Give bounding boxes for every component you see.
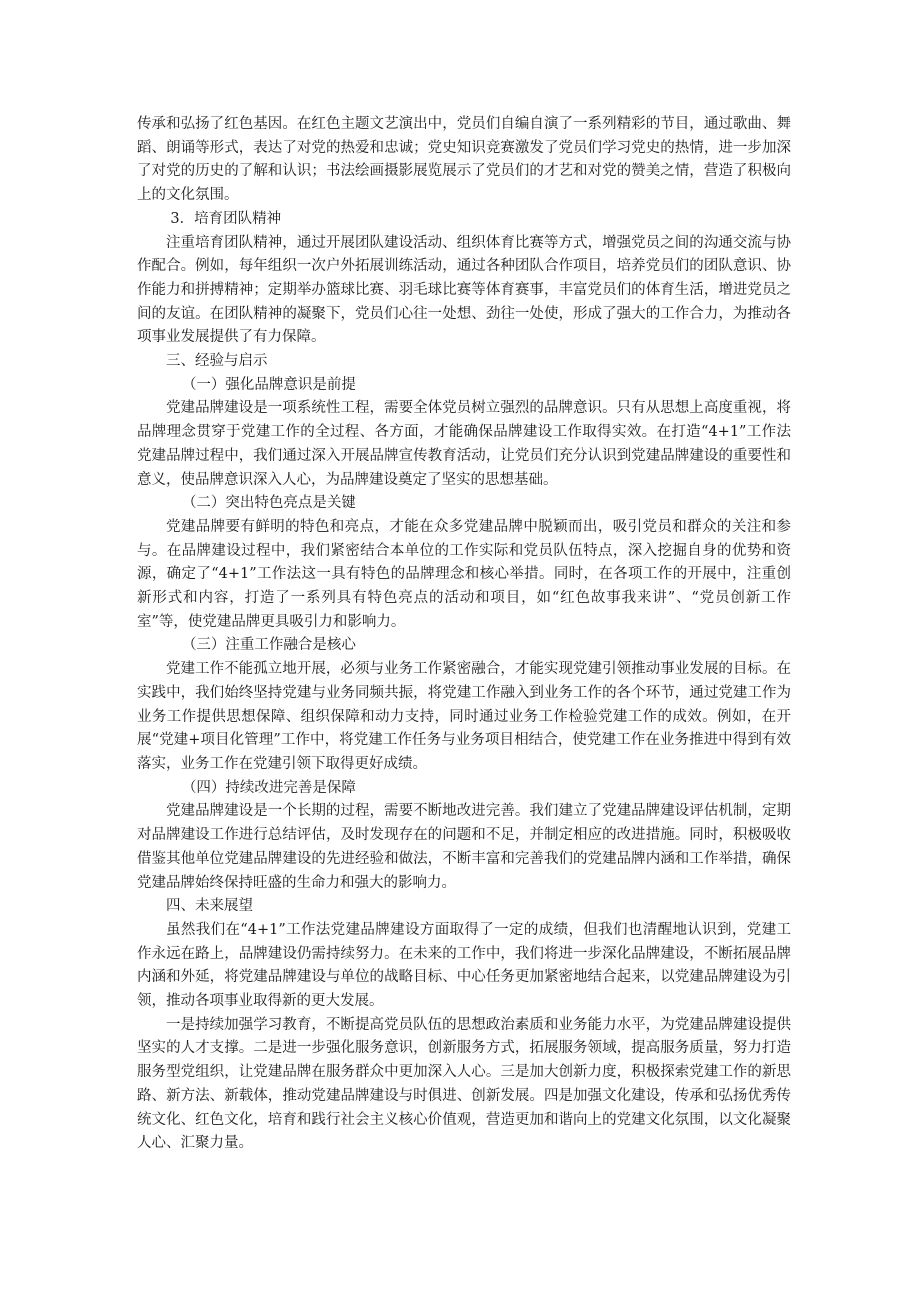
heading-team-spirit: 3．培育团队精神: [170, 210, 282, 227]
paragraph-team-spirit: 注重培育团队精神，通过开展团队建设活动、组织体育比赛等方式，增强党员之间的沟通交流与协作配合。例如，每年组织一次户外拓展训练活动，通过各种团队合作项目，培养党员们的团队意识、协作能力和拼搏精神；定期举办篮球比赛、羽毛球比赛等体育赛事，丰富党员们的体育生活，增进党员之间的友谊。在团队精神的凝聚下，党员们心往一处想、劲往一处使，形成了强大的工作合力，为推动各项事业发展提供了有力保障。: [137, 234, 791, 346]
subheading-improvement: （四）持续改进完善是保障: [181, 779, 356, 796]
paragraph-improvement: 党建品牌建设是一个长期的过程，需要不断地改进完善。我们建立了党建品牌建设评估机制，定期对品牌建设工作进行总结评估，及时发现存在的问题和不足，并制定相应的改进措施。同时，积极吸收借鉴其他单位党建品牌建设的先进经验和做法，不断丰富和完善我们的党建品牌内涵和工作举措，确保党建品牌始终保持旺盛的生命力和强大的影响力。: [137, 803, 791, 891]
paragraph-highlights: 党建品牌要有鲜明的特色和亮点，才能在众多党建品牌中脱颖而出，吸引党员和群众的关注和参与。在品牌建设过程中，我们紧密结合本单位的工作实际和党员队伍特点，深入挖掘自身的优势和资源，确定了“4+1”工作法这一具有特色的品牌理念和核心举措。同时，在各项工作的开展中，注重创新形式和内容，打造了一系列具有特色亮点的活动和项目，如“红色故事我来讲”、“党员创新工作室”等，使党建品牌更具吸引力和影响力。: [137, 518, 791, 630]
subheading-brand-awareness: （一）强化品牌意识是前提: [181, 376, 356, 393]
paragraph-red-culture-continued: 传承和弘扬了红色基因。在红色主题文艺演出中，党员们自编自演了一系列精彩的节目，通过歌曲、舞蹈、朗诵等形式，表达了对党的热爱和忠诚；党史知识竞赛激发了党员们学习党史的热情，进一步加深了对党的历史的了解和认识；书法绘画摄影展览展示了党员们的才艺和对党的赞美之情，营造了积极向上的文化氛围。: [137, 116, 791, 204]
paragraph-integration: 党建工作不能孤立地开展，必须与业务工作紧密融合，才能实现党建引领推动事业发展的目标。在实践中，我们始终坚持党建与业务同频共振，将党建工作融入到业务工作的各个环节，通过党建工作为业务工作提供思想保障、组织保障和动力支持，同时通过业务工作检验党建工作的成效。例如，在开展“党建+项目化管理”工作中，将党建工作任务与业务项目相结合，使党建工作在业务推进中得到有效落实，业务工作在党建引领下取得更好成绩。: [137, 661, 791, 772]
document-page: [137, 113, 791, 1156]
subheading-integration: （三）注重工作融合是核心: [181, 637, 356, 654]
paragraph-outlook: 虽然我们在“4+1”工作法党建品牌建设方面取得了一定的成绩，但我们也清醒地认识到，党建工作永远在路上，品牌建设仍需持续努力。在未来的工作中，我们将进一步深化品牌建设，不断拓展品牌内涵和外延，将党建品牌建设与单位的战略目标、中心任务更加紧密地结合起来，以党建品牌建设为引领，推动各项事业取得新的更大发展。: [137, 921, 791, 1010]
paragraph-brand-awareness: 党建品牌建设是一项系统性工程，需要全体党员树立强烈的品牌意识。只有从思想上高度重视，将品牌理念贯穿于党建工作的全过程、各方面，才能确保品牌建设工作取得实效。在打造“4+1”工作法党建品牌过程中，我们通过深入开展品牌宣传教育活动，让党员们充分认识到党建品牌建设的重要性和意义，使品牌意识深入人心，为品牌建设奠定了坚实的思想基础。: [137, 400, 791, 488]
paragraph-future-plans: 一是持续加强学习教育，不断提高党员队伍的思想政治素质和业务能力水平，为党建品牌建设提供坚实的人才支撑。二是进一步强化服务意识，创新服务方式，拓展服务领域，提高服务质量，努力打造服务型党组织，让党建品牌在服务群众中更加深入人心。三是加大创新力度，积极探索党建工作的新思路、新方法、新载体，推动党建品牌建设与时俱进、创新发展。四是加强文化建设，传承和弘扬优秀传统文化、红色文化，培育和践行社会主义核心价值观，营造更加和谐向上的党建文化氛围，以文化凝聚人心、汇聚力量。: [137, 1016, 791, 1152]
subheading-highlights: （二）突出特色亮点是关键: [181, 495, 356, 512]
section-heading-experience: 三、经验与启示: [166, 353, 268, 370]
section-heading-outlook: 四、未来展望: [166, 898, 253, 915]
